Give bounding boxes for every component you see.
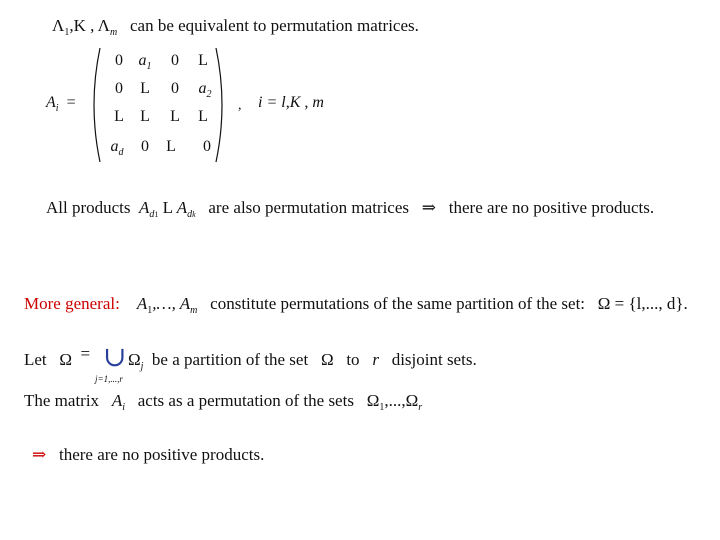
subscript: i: [122, 402, 125, 413]
matrix-comma: ,: [238, 98, 242, 113]
matrix-cell: 0: [115, 52, 123, 69]
matrix-cell: 0: [203, 138, 211, 155]
equals-sign: =: [66, 94, 76, 111]
matrix-cell: L: [170, 108, 180, 125]
implies-arrow: ⇒: [421, 198, 437, 217]
matrix-cell: $a_1$: [138, 52, 152, 72]
omega-j-symbol: Ω: [128, 350, 141, 369]
r-variable: r: [372, 350, 379, 369]
product-symbol: A: [139, 198, 150, 217]
matrix-cell: $a_d$: [110, 138, 124, 158]
lambda-symbol: Λ: [52, 16, 65, 35]
line-2-text-3: there are no positive products.: [448, 198, 655, 217]
matrix-cell: $a_2$: [198, 80, 212, 100]
let-to: to: [346, 350, 360, 369]
matrix-cell: L: [198, 52, 208, 69]
let-text-2: be a partition of the set: [151, 350, 309, 369]
matrix-cell: L: [140, 80, 150, 97]
matrix-sequence: A: [136, 294, 148, 313]
subscript: d: [187, 209, 193, 220]
union-subscript: j=1,...,r: [95, 374, 123, 384]
conclusion-text: there are no positive products.: [59, 445, 265, 464]
subscript: d: [149, 209, 155, 220]
subscript: j: [140, 361, 144, 372]
matrix-cell: L: [166, 138, 176, 155]
set-definition: Ω = {l,..., d}.: [597, 294, 688, 313]
subscript: 1: [154, 210, 159, 219]
product-ellipsis: L: [162, 198, 173, 217]
product-symbol: A: [176, 198, 188, 217]
matrix-cell: 0: [141, 138, 149, 155]
matrix-cell: 0: [171, 52, 179, 69]
line-1: [52, 16, 419, 36]
matrix-body: [104, 50, 224, 160]
lambda-sequence: ,Κ , Λ: [69, 16, 110, 35]
line-2-text-2: are also permutation matrices: [208, 198, 410, 217]
matrix-line-text-1: The matrix: [24, 391, 100, 410]
line-1-text: can be equivalent to permutation matrices.: [129, 16, 419, 35]
matrix-lhs: [46, 94, 76, 112]
omega-symbol: Ω: [320, 350, 334, 369]
let-line-rest: [128, 350, 477, 370]
implies-arrow: ⇒: [32, 445, 47, 464]
more-general-text: constitute permutations of the same partition of the set:: [210, 294, 586, 313]
subscript: i: [55, 103, 59, 114]
subscript: k: [192, 210, 196, 219]
more-general-label: More general:: [24, 294, 120, 313]
matrix-line-text-2: acts as a permutation of the sets: [137, 391, 354, 410]
subscript: 1: [147, 305, 153, 316]
matrix-cell: 0: [171, 80, 179, 97]
matrix-symbol: A: [111, 391, 123, 410]
subscript: 1: [379, 402, 385, 413]
subscript: m: [110, 27, 118, 38]
omega-symbol: Ω: [59, 350, 73, 369]
sets-symbol: Ω: [366, 391, 380, 410]
line-2: [46, 198, 654, 218]
matrix-cell: L: [140, 108, 150, 125]
subscript: 1: [64, 27, 70, 38]
let-text-1: Let: [24, 350, 47, 369]
matrix-cell: L: [114, 108, 124, 125]
sets-mid: ,...,Ω: [384, 391, 419, 410]
let-text-3: disjoint sets.: [391, 350, 477, 369]
line-2-text-1: All products: [46, 198, 131, 217]
conclusion-line: [32, 445, 264, 465]
union-symbol: ∪: [103, 342, 127, 373]
subscript: r: [418, 402, 423, 413]
let-line: [24, 344, 91, 370]
matrix-acts-line: [24, 391, 422, 411]
matrix-symbol: A: [46, 94, 56, 111]
matrix-cell: L: [198, 108, 208, 125]
matrix-index: i = l,Κ , m: [258, 94, 324, 111]
equals-sign: =: [80, 344, 91, 363]
matrix-sequence-mid: ,…, A: [152, 294, 191, 313]
matrix-cell: 0: [115, 80, 123, 97]
more-general-line: [24, 294, 688, 314]
subscript: m: [190, 305, 198, 316]
